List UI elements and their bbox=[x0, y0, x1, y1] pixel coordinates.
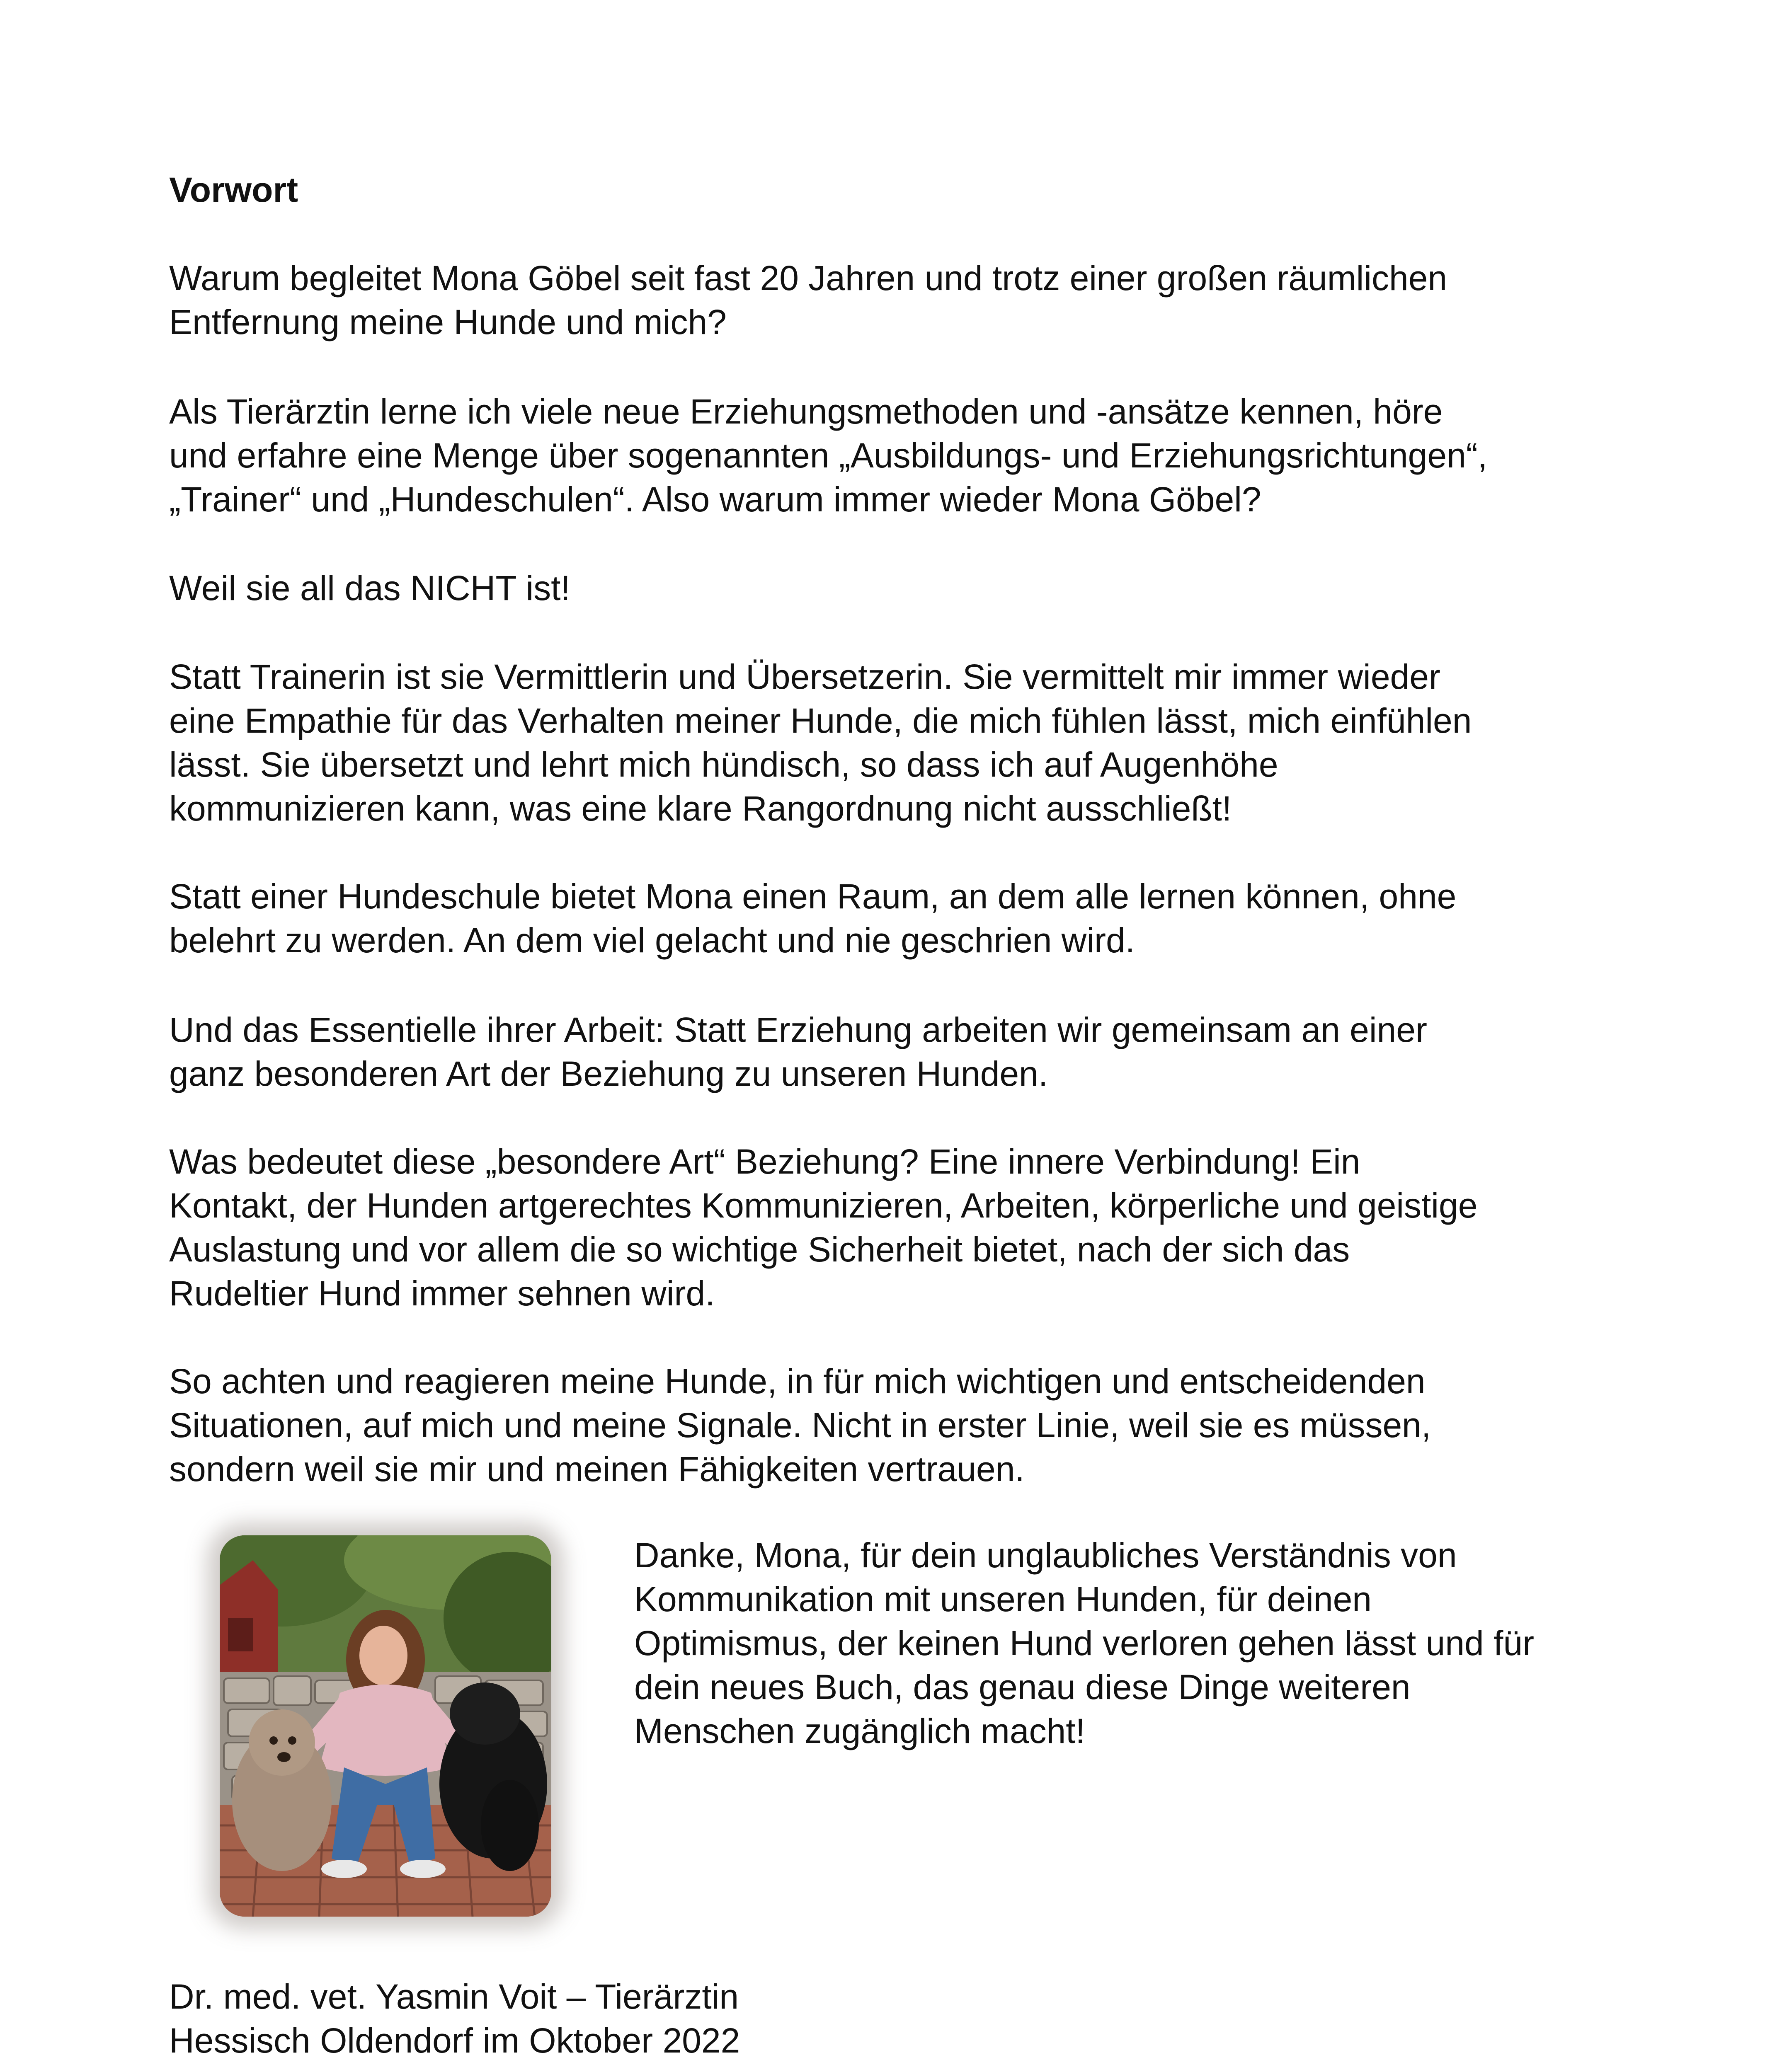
paragraph-1 bbox=[169, 256, 1628, 344]
paragraph-8 bbox=[169, 1359, 1628, 1491]
paragraph-6 bbox=[169, 1008, 1628, 1096]
paragraph-line: lässt. Sie übersetzt und lehrt mich hündisch, so dass ich auf Augenhöhe bbox=[169, 745, 1278, 784]
paragraph-line: belehrt zu werden. An dem viel gelacht und nie geschrien wird. bbox=[169, 921, 1135, 960]
thanks-line: Optimismus, der keinen Hund verloren gehen lässt und für bbox=[634, 1624, 1535, 1663]
paragraph-line: Was bedeutet diese „besondere Art“ Beziehung? Eine innere Verbindung! Ein bbox=[169, 1142, 1360, 1181]
paragraph-4 bbox=[169, 655, 1628, 830]
photo-illustration bbox=[220, 1535, 551, 1917]
thanks-line: dein neues Buch, das genau diese Dinge weiteren bbox=[634, 1668, 1411, 1706]
thanks-line: Menschen zugänglich macht! bbox=[634, 1711, 1085, 1750]
paragraph-line: Situationen, auf mich und meine Signale. Nicht in erster Linie, weil sie es müssen, bbox=[169, 1406, 1431, 1445]
paragraph-line: Statt einer Hundeschule bietet Mona einen Raum, an dem alle lernen können, ohne bbox=[169, 877, 1457, 916]
signature-place-date: Hessisch Oldendorf im Oktober 2022 bbox=[169, 2021, 740, 2060]
paragraph-7 bbox=[169, 1140, 1628, 1315]
paragraph-line: Kontakt, der Hunden artgerechtes Kommunizieren, Arbeiten, körperliche und geistige bbox=[169, 1186, 1478, 1225]
paragraph-line: und erfahre eine Menge über sogenannten „Ausbildungs- und Erziehungsrichtungen“, bbox=[169, 436, 1488, 475]
paragraph-line: kommunizieren kann, was eine klare Rangordnung nicht ausschließt! bbox=[169, 789, 1232, 828]
paragraph-3 bbox=[169, 566, 1628, 610]
paragraph-line: „Trainer“ und „Hundeschulen“. Also warum immer wieder Mona Göbel? bbox=[169, 480, 1261, 519]
thanks-paragraph bbox=[634, 1533, 1650, 1753]
signature-name: Dr. med. vet. Yasmin Voit – Tierärztin bbox=[169, 1977, 739, 2016]
author-photo bbox=[220, 1535, 551, 1917]
paragraph-line: Warum begleitet Mona Göbel seit fast 20 Jahren und trotz einer großen räumlichen bbox=[169, 259, 1447, 298]
paragraph-5 bbox=[169, 874, 1628, 962]
page-title: Vorwort bbox=[169, 170, 298, 209]
paragraph-line: Entfernung meine Hunde und mich? bbox=[169, 303, 727, 341]
paragraph-line: ganz besonderen Art der Beziehung zu unseren Hunden. bbox=[169, 1054, 1048, 1093]
paragraph-line: eine Empathie für das Verhalten meiner Hunde, die mich fühlen lässt, mich einfühlen bbox=[169, 701, 1472, 740]
paragraph-line: So achten und reagieren meine Hunde, in für mich wichtigen und entscheidenden bbox=[169, 1362, 1426, 1401]
paragraph-line: Als Tierärztin lerne ich viele neue Erziehungsmethoden und -ansätze kennen, höre bbox=[169, 392, 1443, 431]
thanks-line: Kommunikation mit unseren Hunden, für deinen bbox=[634, 1580, 1372, 1619]
paragraph-line: Statt Trainerin ist sie Vermittlerin und Übersetzerin. Sie vermittelt mir immer wieder bbox=[169, 657, 1440, 696]
paragraph-line: sondern weil sie mir und meinen Fähigkeiten vertrauen. bbox=[169, 1450, 1025, 1489]
signature-block bbox=[169, 1975, 740, 2062]
paragraph-line: Rudeltier Hund immer sehnen wird. bbox=[169, 1274, 715, 1313]
thanks-line: Danke, Mona, für dein unglaubliches Verständnis von bbox=[634, 1536, 1457, 1575]
paragraph-line: Und das Essentielle ihrer Arbeit: Statt Erziehung arbeiten wir gemeinsam an einer bbox=[169, 1010, 1427, 1049]
paragraph-line: Auslastung und vor allem die so wichtige Sicherheit bietet, nach der sich das bbox=[169, 1230, 1350, 1269]
paragraph-line: Weil sie all das NICHT ist! bbox=[169, 569, 570, 608]
paragraph-2 bbox=[169, 390, 1628, 521]
